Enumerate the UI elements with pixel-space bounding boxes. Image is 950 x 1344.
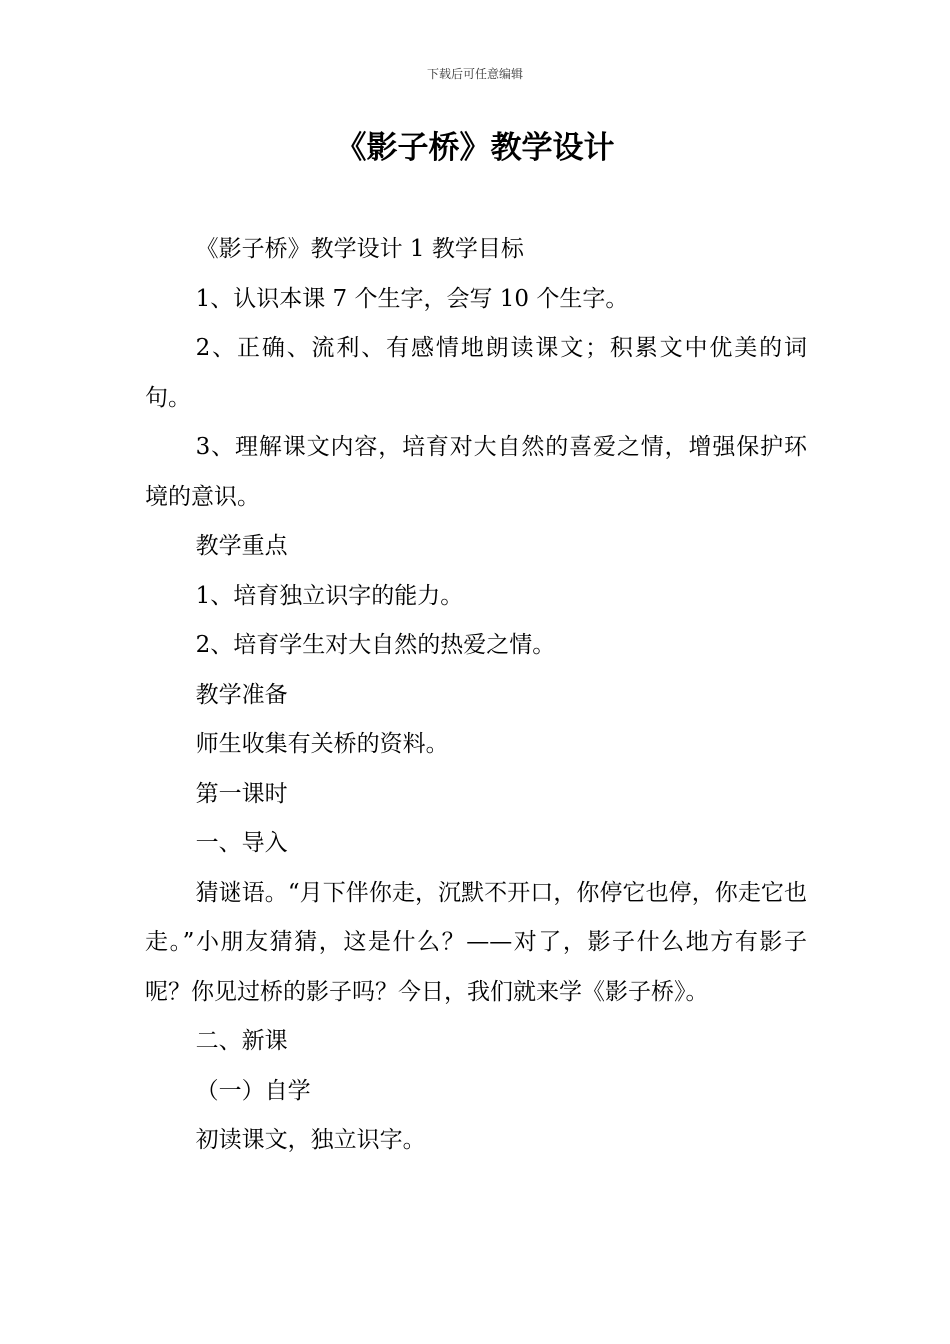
section-heading-preparation: 教学准备 [195, 681, 288, 708]
paragraph-initial-reading: 初读课文，独立识字。 [195, 1127, 426, 1153]
paragraph-intro-objectives: 《影子桥》教学设计 1 教学目标 [195, 236, 524, 262]
paragraph-riddle: 猜谜语。“月下伴你走，沉默不开口，你停它也停，你走它也走。”小朋友猜猜，这是什么？——对了，影子什么地方有影子呢？你见过桥的影子吗？今日，我们就来学《影子桥》。 [145, 879, 807, 1005]
subsection-heading-self-study: （一）自学 [195, 1077, 311, 1104]
paragraph-objective-3: 3、理解课文内容，培育对大自然的喜爱之情，增强保护环境的意识。 [145, 434, 807, 510]
paragraph-key-point-1: 1、培育独立识字的能力。 [195, 582, 464, 609]
page-header-note: 下载后可任意编辑 [426, 67, 523, 81]
paragraph-key-point-2: 2、培育学生对大自然的热爱之情。 [195, 632, 556, 658]
document-title: 《影子桥》教学设计 [335, 130, 615, 166]
section-heading-first-lesson: 第一课时 [195, 780, 288, 807]
section-heading-new-lesson: 二、新课 [195, 1028, 288, 1054]
section-heading-key-points: 教学重点 [195, 533, 288, 559]
paragraph-objective-1: 1、认识本课 7 个生字，会写 10 个生字。 [195, 285, 629, 312]
document-body [145, 225, 807, 1166]
paragraph-objective-2: 2、正确、流利、有感情地朗读课文；积累文中优美的词句。 [145, 335, 807, 411]
paragraph-preparation: 师生收集有关桥的资料。 [195, 731, 449, 757]
section-heading-introduction: 一、导入 [195, 830, 288, 856]
